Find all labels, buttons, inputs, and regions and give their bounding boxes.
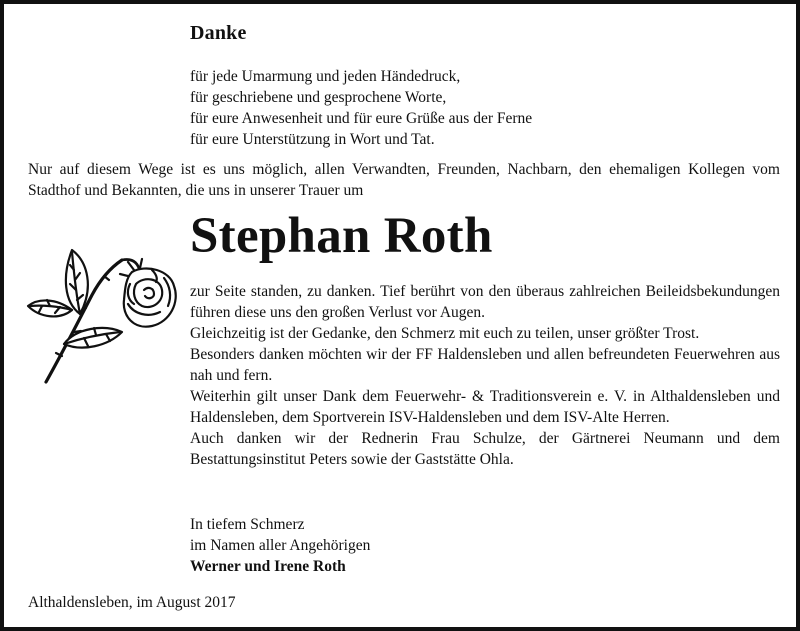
body-paragraph: zur Seite standen, zu danken. Tief berührt von den überaus zahlreichen Beileidsbekundungen führen diese uns den großen Verlust vor Augen. (190, 283, 780, 321)
deceased-name: Stephan Roth (190, 208, 493, 264)
heading: Danke (190, 22, 247, 44)
thanks-line: für eure Anwesenheit und für eure Grüße aus der Ferne (190, 110, 533, 127)
thanks-line: für eure Unterstützung in Wort und Tat. (190, 131, 435, 148)
body-paragraph: Gleichzeitig ist der Gedanke, den Schmerz mit euch zu teilen, unser größter Trost. (190, 325, 700, 342)
thanks-line: für geschriebene und gesprochene Worte, (190, 89, 447, 106)
closing-line: im Namen aller Angehörigen (190, 537, 371, 554)
body-paragraph: Besonders danken möchten wir der FF Haldensleben und allen befreundeten Feuerwehren aus nah und fern. (190, 346, 780, 384)
body-text (190, 281, 780, 470)
body-paragraph: Weiterhin gilt unser Dank dem Feuerwehr- & Traditionsverein e. V. in Althaldensleben und Haldensleben, dem Sportverein ISV-Haldensleben und dem ISV-Alte Herren. (190, 388, 780, 426)
intro-text: Nur auf diesem Wege ist es uns möglich, allen Verwandten, Freunden, Nachbarn, den ehemaligen Kollegen vom Stadthof und Bekannten, die uns in unserer Trauer um (28, 161, 780, 199)
signers: Werner und Irene Roth (190, 558, 346, 575)
rose-icon (24, 240, 184, 390)
place-date: Althaldensleben, im August 2017 (28, 594, 236, 611)
closing-line: In tiefem Schmerz (190, 516, 305, 533)
body-paragraph: Auch danken wir der Rednerin Frau Schulze, der Gärtnerei Neumann und dem Bestattungsinstitut Peters sowie der Gaststätte Ohla. (190, 430, 780, 468)
thanks-lines (190, 66, 532, 150)
thanks-line: für jede Umarmung und jeden Händedruck, (190, 68, 461, 85)
closing (190, 514, 370, 577)
